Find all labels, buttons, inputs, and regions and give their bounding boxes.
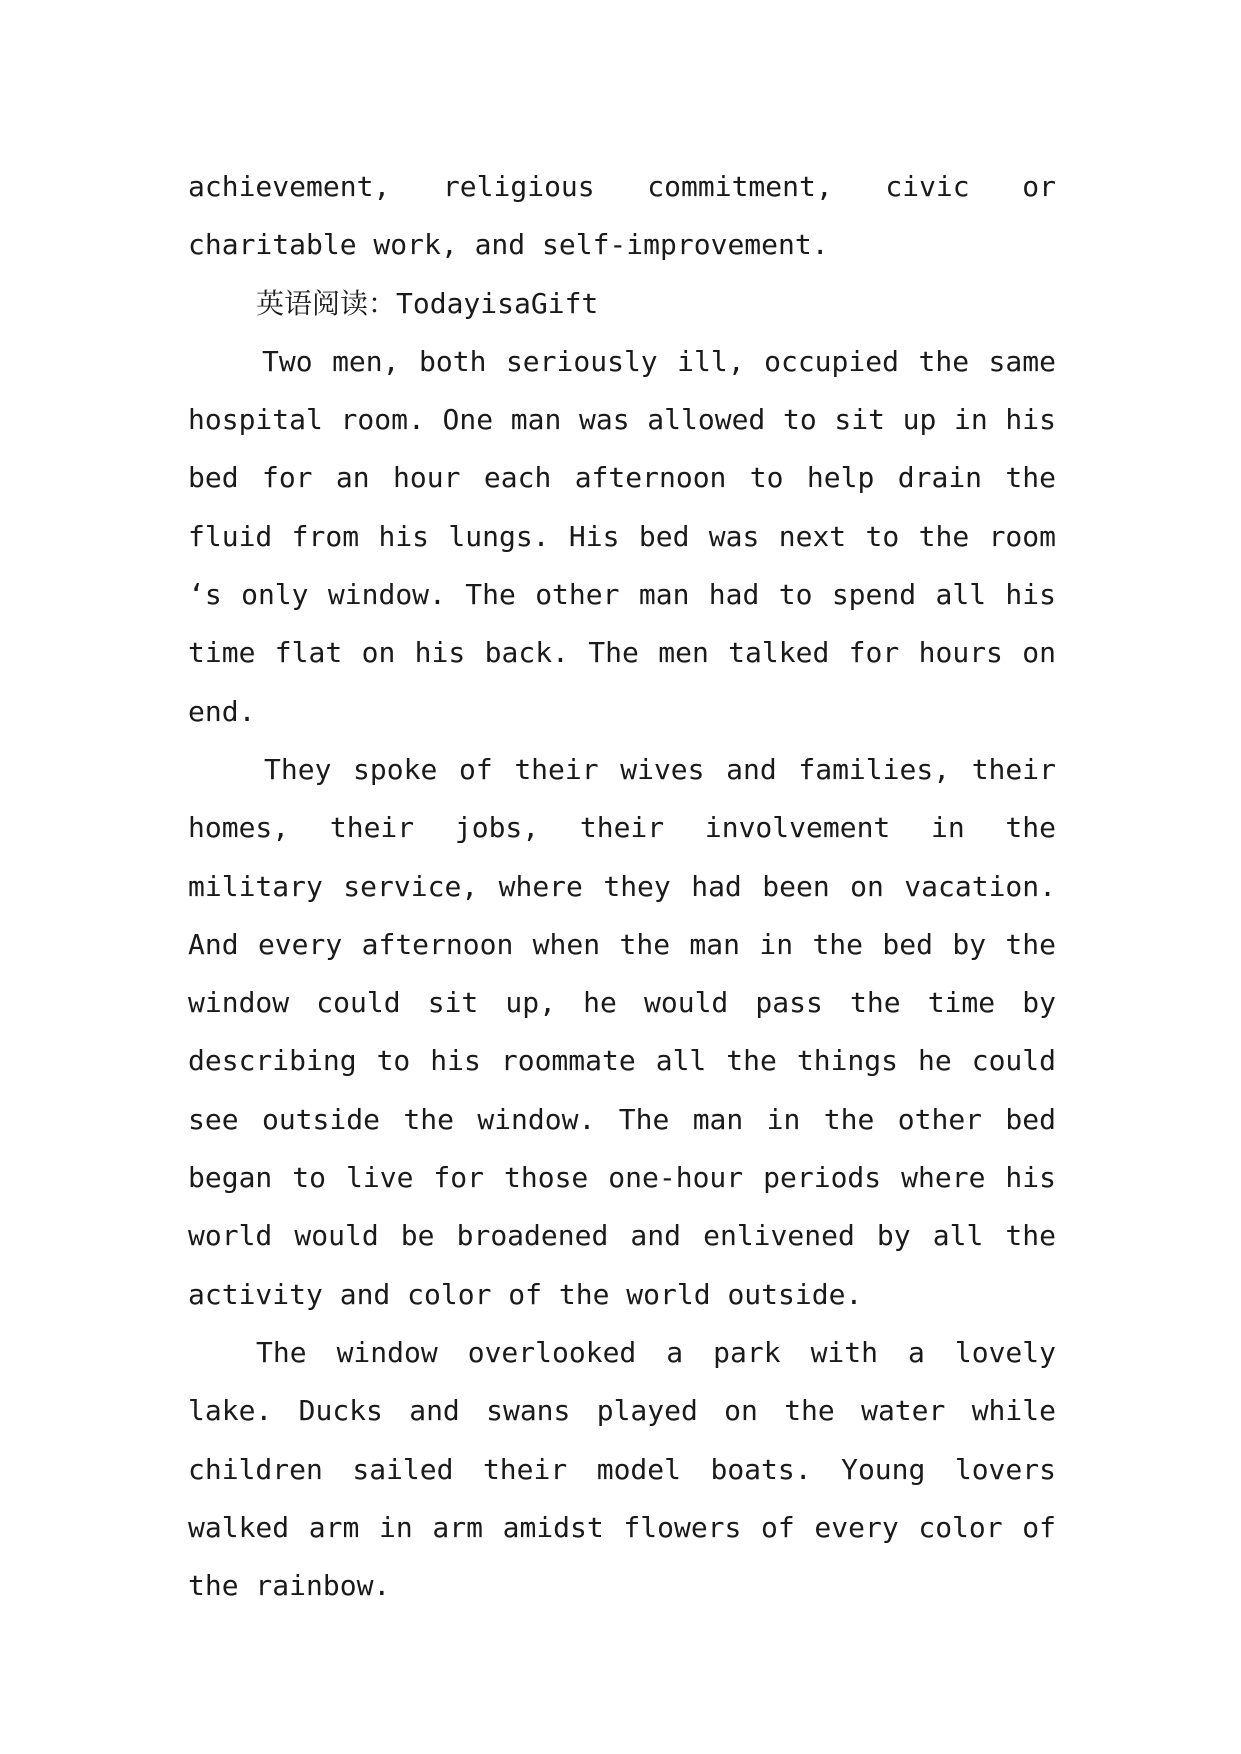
paragraph-continuation: achievement, religious commitment, civic or charitable work, and self-improvement. — [188, 170, 1056, 262]
paragraph-hospital-room: Two men, both seriously ill, occupied the same hospital room. One man was allowed to sit up in his bed for an hour each afternoon to help drain the fluid from his lungs. His bed was next to the room ‘s only window. The other man had to spend all his time flat on his back. The men talked for hours on end. — [188, 344, 1056, 728]
article-heading: 英语阅读：TodayisaGift — [256, 286, 599, 320]
body-text — [188, 158, 1056, 1615]
paragraph-conversations: They spoke of their wives and families, their homes, their jobs, their involvement in the military service, where they had been on vacation. And every afternoon when the man in the bed by the window could sit up, he would pass the time by describing to his roommate all the things he could see outside the window. The man in the other bed began to live for those one-hour periods where his world would be broadened and enlivened by all the activity and color of the world outside. — [188, 752, 1056, 1311]
paragraph-window-view: The window overlooked a park with a lovely lake. Ducks and swans played on the water while children sailed their model boats. Young lovers walked arm in arm amidst flowers of every color of the rainbow. — [188, 1335, 1056, 1603]
